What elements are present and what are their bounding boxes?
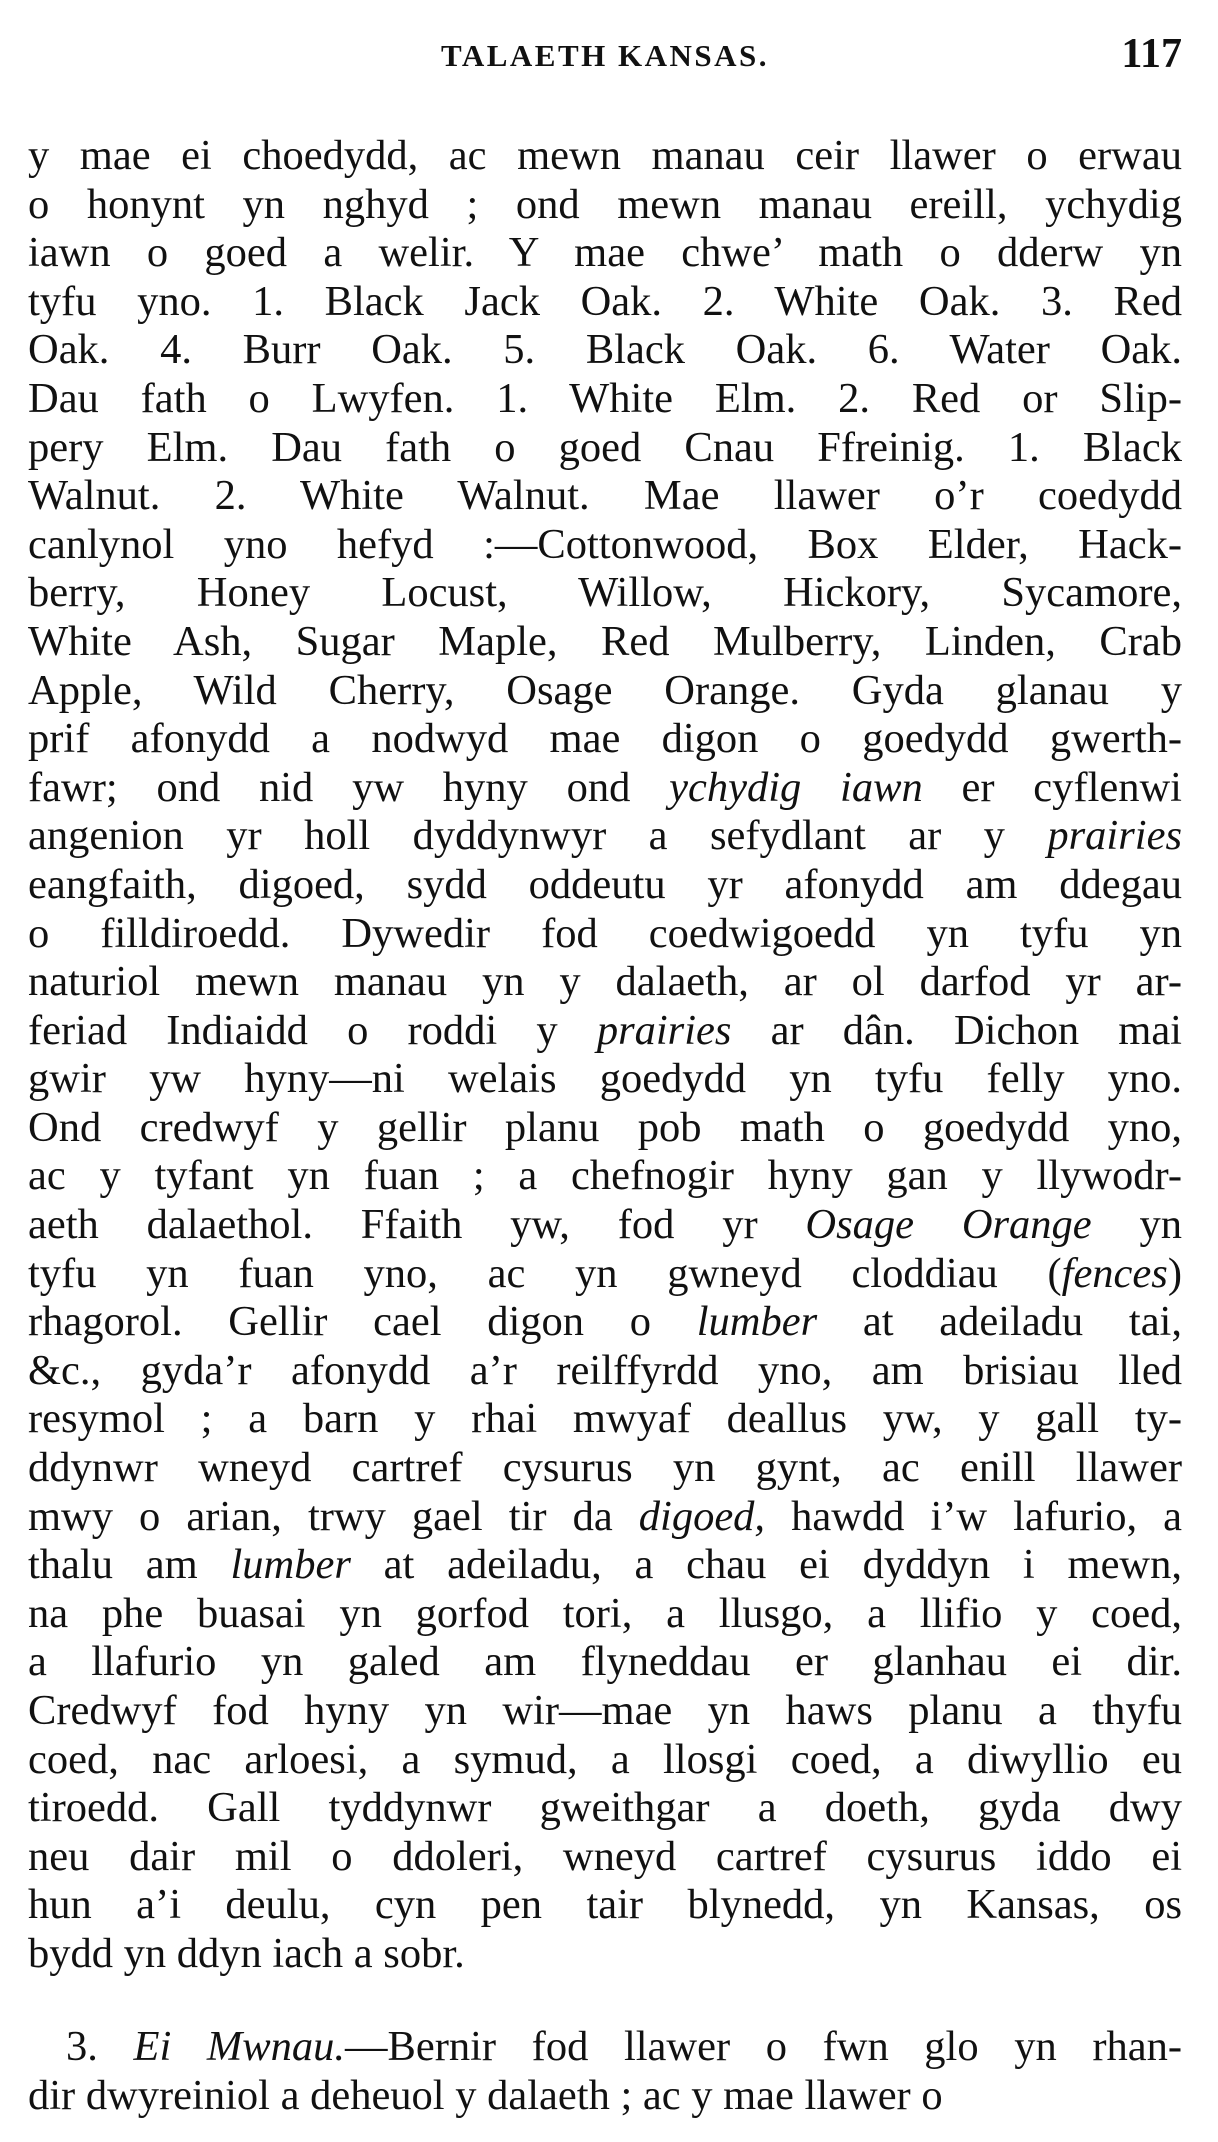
text-line	[28, 861, 1182, 910]
text-line	[28, 618, 1182, 667]
text-line	[28, 1541, 1182, 1590]
text-line	[28, 764, 1182, 813]
text-line	[28, 1250, 1182, 1299]
text-line	[28, 1055, 1182, 1104]
text-line	[28, 1298, 1182, 1347]
line-text: ac y tyfant yn fuan ; a chefnogir hyny gan y llywodr-	[28, 1152, 1182, 1200]
text-line	[28, 1104, 1182, 1153]
italic-text: fences	[1061, 1249, 1168, 1297]
text-line	[28, 326, 1182, 375]
text-line	[28, 1347, 1182, 1396]
line-text: eangfaith, digoed, sydd oddeutu yr afonydd am ddegau	[28, 860, 1182, 908]
line-text: canlynol yno hefyd :—Cottonwood, Box Elder, Hack-	[28, 520, 1182, 568]
line-text: berry, Honey Locust, Willow, Hickory, Sycamore,	[28, 569, 1182, 617]
line-text: bydd yn ddyn iach a sobr.	[28, 1929, 465, 1977]
italic-text: prairies	[596, 1006, 732, 1054]
text-line	[28, 1201, 1182, 1250]
line-text: hawdd i’w lafurio, a	[765, 1492, 1183, 1540]
line-text: Credwyf fod hyny yn wir—mae yn haws planu a thyfu	[28, 1687, 1182, 1734]
line-text: White Ash, Sugar Maple, Red Mulberry, Linden, Crab	[28, 617, 1182, 665]
text-line	[28, 1736, 1182, 1785]
text-line	[28, 424, 1182, 473]
text-line	[28, 1833, 1182, 1882]
text-line	[28, 569, 1182, 618]
line-text: iawn o goed a welir. Y mae chwe’ math o dderw yn	[28, 229, 1182, 277]
line-text: er cyflenwi	[922, 763, 1182, 811]
italic-text: Ei Mwnau.	[133, 2023, 345, 2070]
line-text: aeth dalaethol. Ffaith yw, fod yr	[28, 1201, 806, 1249]
text-line	[28, 1881, 1182, 1930]
line-text: &c., gyda’r afonydd a’r reilffyrdd yno, am brisiau lled	[28, 1346, 1182, 1394]
line-text: )	[1167, 1249, 1182, 1297]
line-text: gwir yw hyny—ni welais goedydd yn tyfu felly yno.	[28, 1055, 1182, 1103]
italic-text: digoed,	[638, 1492, 766, 1540]
text-line	[28, 715, 1182, 764]
text-line	[28, 1638, 1182, 1687]
line-text: resymol ; a barn y rhai mwyaf deallus yw, y gall ty-	[28, 1395, 1182, 1443]
line-text: Walnut. 2. White Walnut. Mae llawer o’r coedydd	[28, 472, 1182, 520]
italic-text: prairies	[1047, 812, 1182, 860]
line-text: naturiol mewn manau yn y dalaeth, ar ol darfod yr ar-	[28, 958, 1182, 1006]
text-line	[28, 910, 1182, 959]
line-text: Apple, Wild Cherry, Osage Orange. Gyda glanau y	[28, 666, 1182, 714]
running-title: TALAETH KANSAS.	[440, 38, 770, 73]
line-text: Dau fath o Lwyfen. 1. White Elm. 2. Red or Slip-	[28, 374, 1182, 422]
line-text: pery Elm. Dau fath o goed Cnau Ffreinig. 1. Black	[28, 423, 1182, 471]
text-line	[28, 958, 1182, 1007]
text-line	[28, 1930, 1182, 1979]
text-line	[28, 667, 1182, 716]
line-text: tyfu yn fuan yno, ac yn gwneyd cloddiau (	[28, 1249, 1062, 1297]
paragraph-trees	[28, 132, 1182, 1979]
line-text: ddynwr wneyd cartref cysurus yn gynt, ac enill llawer	[28, 1444, 1182, 1492]
line-text: y mae ei choedydd, ac mewn manau ceir llawer o erwau	[28, 132, 1182, 179]
line-text: tiroedd. Gall tyddynwr gweithgar a doeth, gyda dwy	[28, 1784, 1182, 1832]
italic-text: lumber	[230, 1541, 351, 1589]
text-line	[28, 1152, 1182, 1201]
line-text: hun a’i deulu, cyn pen tair blynedd, yn Kansas, os	[28, 1881, 1182, 1929]
line-text: thalu am	[28, 1541, 231, 1589]
line-text: Ond credwyf y gellir planu pob math o goedydd yno,	[28, 1103, 1182, 1151]
line-text: angenion yr holl dyddynwyr a sefydlant ar y	[28, 812, 1048, 860]
line-text: tyfu yno. 1. Black Jack Oak. 2. White Oak. 3. Red	[28, 277, 1182, 325]
line-text: —Bernir fod llawer o fwn glo yn rhan-	[345, 2023, 1182, 2070]
line-text: a llafurio yn galed am flyneddau er glanhau ei dir.	[28, 1638, 1182, 1686]
line-text: 3.	[66, 2023, 134, 2070]
text-line	[28, 278, 1182, 327]
line-text: coed, nac arloesi, a symud, a llosgi coed, a diwyllio eu	[28, 1735, 1182, 1783]
text-line	[28, 1784, 1182, 1833]
line-text: fawr; ond nid yw hyny ond	[28, 763, 670, 811]
text-line	[28, 1493, 1182, 1542]
text-line	[28, 521, 1182, 570]
line-text: dir dwyreiniol a deheuol y dalaeth ; ac y mae llawer o	[28, 2071, 943, 2119]
line-text: at adeiladu, a chau ei dyddyn i mewn,	[350, 1541, 1183, 1589]
line-text: at adeiladu tai,	[817, 1298, 1182, 1346]
text-line	[28, 1687, 1182, 1736]
line-text: rhagorol. Gellir cael digon o	[28, 1298, 697, 1346]
text-line	[28, 2023, 1182, 2072]
italic-text: lumber	[696, 1298, 818, 1346]
line-text: feriad Indiaidd o roddi y	[28, 1006, 597, 1054]
line-text: neu dair mil o ddoleri, wneyd cartref cysurus iddo ei	[28, 1832, 1182, 1880]
line-text: o filldiroedd. Dywedir fod coedwigoedd yn tyfu yn	[28, 909, 1182, 957]
italic-text: Osage Orange	[805, 1201, 1092, 1249]
text-line	[28, 1590, 1182, 1639]
text-line	[28, 181, 1182, 230]
line-text: na phe buasai yn gorfod tori, a llusgo, a llifio y coed,	[28, 1589, 1182, 1637]
text-line	[28, 1395, 1182, 1444]
text-line	[28, 1007, 1182, 1056]
line-text: Oak. 4. Burr Oak. 5. Black Oak. 6. Water Oak.	[28, 326, 1182, 374]
text-line	[28, 472, 1182, 521]
line-text: mwy o arian, trwy gael tir da	[28, 1492, 639, 1540]
text-line	[28, 1444, 1182, 1493]
page-number: 117	[1121, 31, 1182, 77]
page-header	[28, 30, 1182, 80]
line-text: o honynt yn nghyd ; ond mewn manau ereill, ychydig	[28, 180, 1182, 228]
line-text: ar dân. Dichon mai	[731, 1006, 1182, 1054]
italic-text: ychydig iawn	[669, 763, 923, 811]
paragraph-minerals	[28, 2023, 1182, 2120]
text-line	[28, 132, 1182, 181]
text-line	[28, 2072, 1182, 2121]
text-line	[28, 812, 1182, 861]
line-text: yn	[1091, 1201, 1182, 1249]
line-text: prif afonydd a nodwyd mae digon o goedydd gwerth-	[28, 715, 1182, 763]
text-line	[28, 229, 1182, 278]
text-line	[28, 375, 1182, 424]
